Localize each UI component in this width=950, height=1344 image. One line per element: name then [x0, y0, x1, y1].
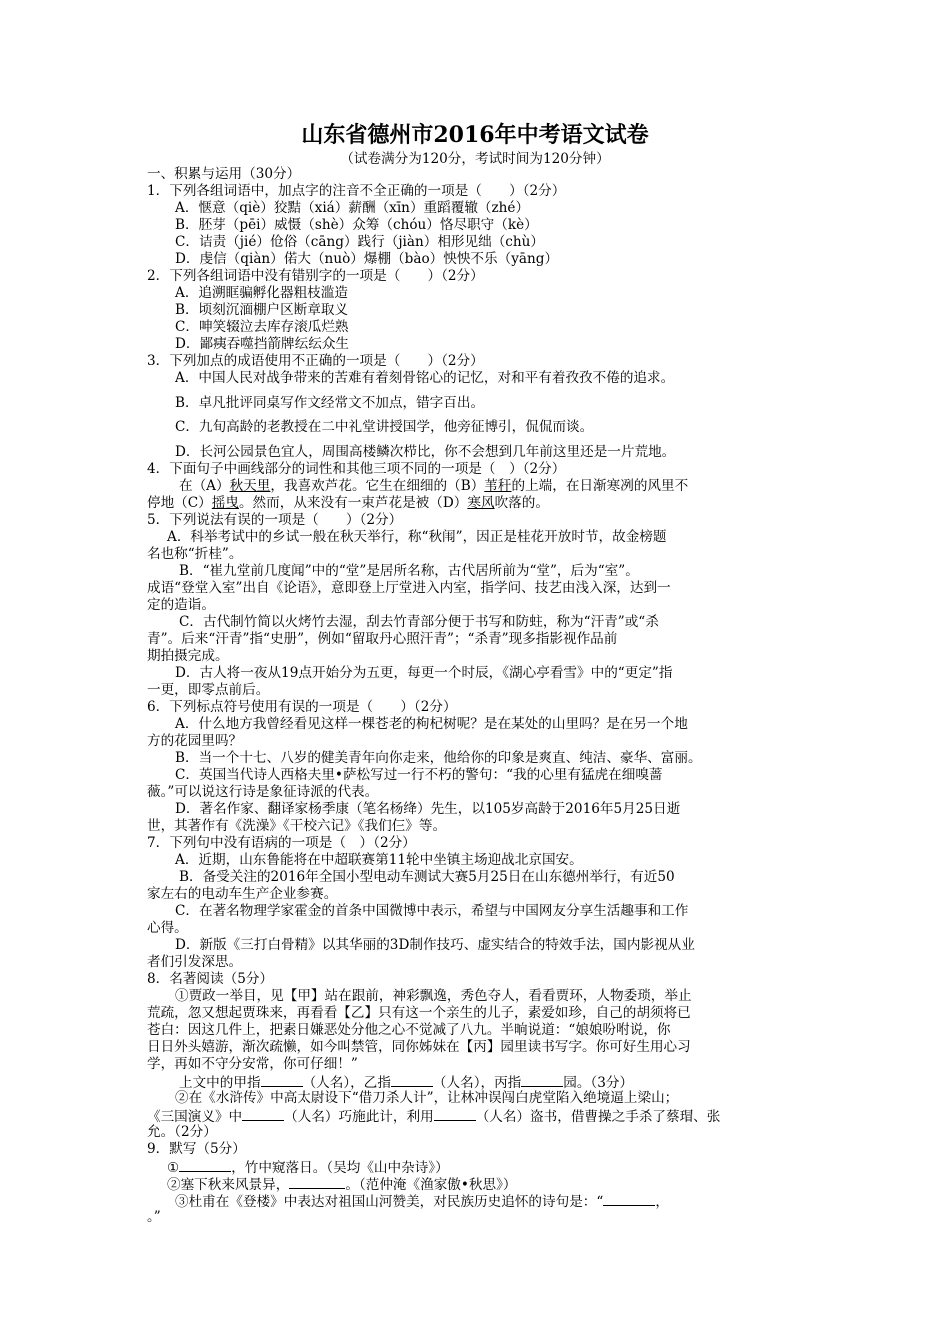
question-3-option-b: B．卓凡批评同桌写作文经常文不加点，错字百出。 [175, 394, 485, 411]
option-item: 重蹈覆辙（zhé） [423, 200, 530, 216]
answer-blank[interactable] [603, 1192, 655, 1206]
page-title: 山东省德州市2016年中考语文试卷 [301, 122, 649, 148]
question-7-option-b-line: 家左右的电动车生产企业参赛。 [147, 885, 338, 902]
underlined-word-c: 摇曳 [211, 494, 239, 511]
question-1-stem: 1．下列各组词语中，加点字的注音不全正确的一项是（ ）（2分） [147, 183, 566, 199]
option-item: 断章取义 [293, 302, 349, 318]
fill-text: ① [167, 1159, 180, 1176]
option-item: 孵化器 [252, 285, 294, 301]
question-3-stem: 3．下列加点的成语使用不正确的一项是（ ）（2分） [147, 353, 484, 369]
question-4-stem: 4．下面句子中画线部分的词性和其他三项不同的一项是（ ）（2分） [147, 460, 566, 477]
option-item: D．虔信（qiàn） [175, 251, 284, 267]
option-item: 去库存 [253, 319, 295, 335]
question-5-stem: 5．下列说法有误的一项是（ ）（2分） [147, 511, 403, 528]
question-8-passage-line: ①贾政一举目，见【甲】站在跟前，神彩飘逸，秀色夺人，看看贾环，人物委琐，举止 [175, 987, 692, 1004]
question-4-passage-line-2 [147, 495, 807, 512]
question-8-sub2-line: ②在《水浒传》中高太尉设下“借刀杀人计”，让林冲误闯白虎堂陷入绝境逼上梁山； [175, 1089, 679, 1106]
question-8-sub2-line [147, 1107, 807, 1124]
fill-text: 上文中的甲指 [179, 1074, 261, 1091]
fill-text: （人名），丙指 [432, 1074, 522, 1091]
question-5-option-d-line: D．古人将一夜从19点开始分为五更，每更一个时辰，《湖心亭看雪》中的“更定”指 [175, 664, 673, 681]
section-heading: 一、积累与运用（30分） [147, 166, 301, 182]
option-item: 伧俗（cāng） [269, 234, 358, 250]
option-item: D．鄙痍 [175, 336, 227, 352]
question-6-stem: 6．下列标点符号使用有误的一项是（ ）（2分） [147, 698, 457, 715]
question-5-option-b-line: B．“崔九堂前几度闻”中的“堂”是居所名称，古代居所前为“堂”，后为“室”。 [179, 562, 639, 579]
question-2-option-b [147, 302, 807, 319]
question-5-option-c-line: C．古代制竹简以火烤竹去湿，刮去竹青部分便于书写和防蛀，称为“汗青”或“杀 [179, 613, 659, 630]
question-7-option-b-line: B．备受关注的2016年全国小型电动车测试大赛5月25日在山东德州举行，有近50 [179, 868, 675, 885]
question-5-option-a-line: A．科举考试中的乡试一般在秋天举行，称“秋闱”，因正是桂花开放时节，故金榜题 [167, 528, 667, 545]
question-8-passage-line: 日日外头嬉游，渐次疏懒，如今叫禁管，同你姊妹在【丙】园里读书写字。你可好生用心习 [147, 1038, 691, 1055]
option-item: 薪酬（xīn） [348, 200, 424, 216]
option-item: A．惬意（qiè） [175, 200, 274, 216]
question-2-stem: 2．下列各组词语中没有错别字的一项是（ ）（2分） [147, 268, 484, 284]
option-item: 滚瓜烂熟 [294, 319, 349, 335]
question-9-item-2 [147, 1175, 807, 1192]
fill-text: ②塞下秋来风景异， [167, 1176, 290, 1193]
question-6-option-d-line: 世，其著作有《洗澡》《干校六记》《我们仨》等。 [147, 817, 447, 834]
option-item: 挡箭牌 [253, 336, 295, 352]
fill-text: （人名）盗书，借曹操之手杀了蔡瑁、张 [475, 1108, 721, 1125]
option-item: 辍泣 [226, 319, 254, 335]
question-7-option-c-line: C．在著名物理学家霍金的首条中国微博中表示，希望与中国网友分享生活趣事和工作 [175, 902, 689, 919]
question-3-option-d: D．长河公园景色宜人，周围高楼鳞次栉比，你不会想到几年前这里还是一片荒地。 [175, 443, 676, 460]
question-6-option-c-line: 薇。”可以说这行诗是象征诗派的代表。 [147, 783, 379, 800]
option-item: C．呻笑 [175, 319, 227, 335]
option-item: 沉湎 [225, 302, 253, 318]
question-8-passage-line: 苍白：因这几件上，把素日嫌恶处分他之心不觉减了八九。半晌说道：“娘娘吩咐说，你 [147, 1021, 671, 1038]
option-item: 纭纭众生 [294, 336, 350, 352]
question-1-option-c [147, 234, 807, 251]
option-item: 相形见绌（chù） [437, 234, 545, 250]
question-7-option-d-line: 者们引发深思。 [147, 953, 243, 970]
option-item: A．追溯 [175, 285, 226, 301]
question-6-option-b-line: B．当一个十七、八岁的健美青年向你走来，他给你的印象是爽直、纯洁、豪华、富丽。 [175, 749, 702, 766]
question-6-option-c-line: C．英国当代诗人西格夫里•萨松写过一行不朽的警句：“我的心里有猛虎在细嗅蔷 [175, 766, 663, 783]
exam-content [147, 166, 807, 1226]
question-1-option-d [147, 251, 807, 268]
question-5-option-d-line: 一更，即零点前后。 [147, 681, 270, 698]
question-1-option-a [147, 200, 807, 217]
question-5-option-c-line: 期拍摄完成。 [147, 647, 229, 664]
option-item: 众筹（chóu） [352, 217, 440, 233]
question-3-option-c: C．九旬高龄的老教授在二中礼堂讲授国学，他旁征博引，侃侃而谈。 [175, 419, 594, 435]
question-7-option-d-line: D．新版《三打白骨精》以其华丽的3D制作技巧、虚实结合的特效手法，国内影视从业 [175, 936, 695, 953]
question-1-option-b [147, 217, 807, 234]
fill-text: （人名）巧施此计，利用 [284, 1108, 434, 1125]
option-item: 狡黠（xiá） [273, 200, 349, 216]
answer-blank[interactable] [261, 1073, 303, 1087]
option-item: 践行（jiàn） [357, 234, 438, 250]
option-item: 眶骗 [225, 285, 253, 301]
question-7-option-a-line: A．近期，山东鲁能将在中超联赛第11轮中坐镇主场迎战北京国安。 [175, 851, 583, 868]
question-2-option-d [147, 336, 807, 353]
option-item: 偌大（nuò） [283, 251, 364, 267]
passage-text: 的上端，在日渐寒冽的风里不 [511, 477, 689, 494]
answer-blank[interactable] [242, 1107, 284, 1121]
fill-text: 。（范仲淹《渔家傲•秋思》） [345, 1176, 517, 1193]
question-8-stem: 8．名著阅读（5分） [147, 970, 274, 987]
option-item: 粗枝滥造 [293, 285, 348, 301]
passage-text: 在（A） [179, 477, 230, 494]
fill-text: 《三国演义》中 [147, 1108, 243, 1125]
question-8-passage-line: 学，再如不守分安常，你可仔细！” [147, 1055, 358, 1072]
option-item: C．诘责（jié） [175, 234, 270, 250]
passage-text: 。然而，从来没有一束芦花是被（D） [238, 494, 468, 511]
underlined-word-a: 秋天里 [229, 477, 271, 494]
question-8-fill-line [147, 1073, 807, 1090]
question-9-stem: 9．默写（5分） [147, 1140, 246, 1157]
option-item: 爆棚（bào） [363, 251, 444, 267]
fill-text: ③杜甫在《登楼》中表达对祖国山河赞美，对民族历史追怀的诗句是：“ [175, 1193, 604, 1210]
fill-text: 园。（3分） [563, 1074, 634, 1091]
question-2-option-c [147, 319, 807, 336]
question-7-stem: 7．下列句中没有语病的一项是（ ）（2分） [147, 834, 416, 851]
option-item: 威慑（shè） [274, 217, 353, 233]
underlined-word-b: 苇秆 [484, 477, 512, 494]
question-8-passage-line: 荒疏，忽又想起贾珠来，再看看【乙】只有这一个亲生的儿子，素爱如珍，自己的胡须将已 [147, 1004, 691, 1021]
question-2-option-a [147, 285, 807, 302]
question-8-sub2-line: 允。（2分） [147, 1123, 217, 1140]
question-5-option-a-line: 名也称“折桂”。 [147, 545, 243, 562]
option-item: B．顷刻 [175, 302, 226, 318]
answer-blank[interactable] [289, 1175, 345, 1189]
question-6-option-a-line: 方的花园里吗？ [147, 732, 243, 749]
answer-blank[interactable] [179, 1158, 231, 1172]
question-6-option-a-line: A．什么地方我曾经看见这样一棵苍老的枸杞树呢？是在某处的山里吗？是在另一个地 [175, 715, 688, 732]
question-9-item-3-end: 。” [147, 1208, 161, 1225]
fill-text: ，竹中窥落日。（吴均《山中杂诗》） [231, 1159, 449, 1176]
answer-blank[interactable] [521, 1073, 563, 1087]
passage-text: ，我喜欢芦花。它生在细细的（B） [270, 477, 485, 494]
answer-blank[interactable] [391, 1073, 433, 1087]
question-4-passage-line-1 [147, 478, 807, 495]
answer-blank[interactable] [434, 1107, 476, 1121]
option-item: 棚户区 [252, 302, 294, 318]
option-item: 怏怏不乐（yāng） [443, 251, 559, 267]
question-5-option-b-line: 定的造诣。 [147, 596, 215, 613]
fill-text: ， [655, 1193, 669, 1210]
page-subtitle: （试卷满分为120分，考试时间为120分钟） [340, 151, 610, 167]
question-9-item-1 [147, 1158, 807, 1175]
fill-text: （人名），乙指 [302, 1074, 391, 1091]
question-7-option-c-line: 心得。 [147, 919, 188, 936]
question-9-item-3 [147, 1192, 807, 1209]
question-3-option-a: A．中国人民对战争带来的苦难有着刻骨铭心的记忆，对和平有着孜孜不倦的追求。 [175, 370, 675, 386]
underlined-word-d: 寒风 [467, 494, 495, 511]
option-item: 吞噬 [226, 336, 254, 352]
option-item: 恪尽职守（kè） [439, 217, 538, 233]
question-5-option-b-line: 成语“登堂入室”出自《论语》，意即登上厅堂进入内室，指学问、技艺由浅入深，达到一 [147, 579, 671, 596]
question-6-option-d-line: D．著名作家、翻译家杨季康（笔名杨绛）先生，以105岁高龄于2016年5月25日逝 [175, 800, 681, 817]
passage-text: 停地（C） [147, 494, 212, 511]
passage-text: 吹落的。 [494, 494, 549, 511]
option-item: B．胚芽（pēi） [175, 217, 275, 233]
question-5-option-c-line: 青”。后来“汗青”指“史册”，例如“留取丹心照汗青”；“杀青”现多指影视作品前 [147, 630, 618, 647]
